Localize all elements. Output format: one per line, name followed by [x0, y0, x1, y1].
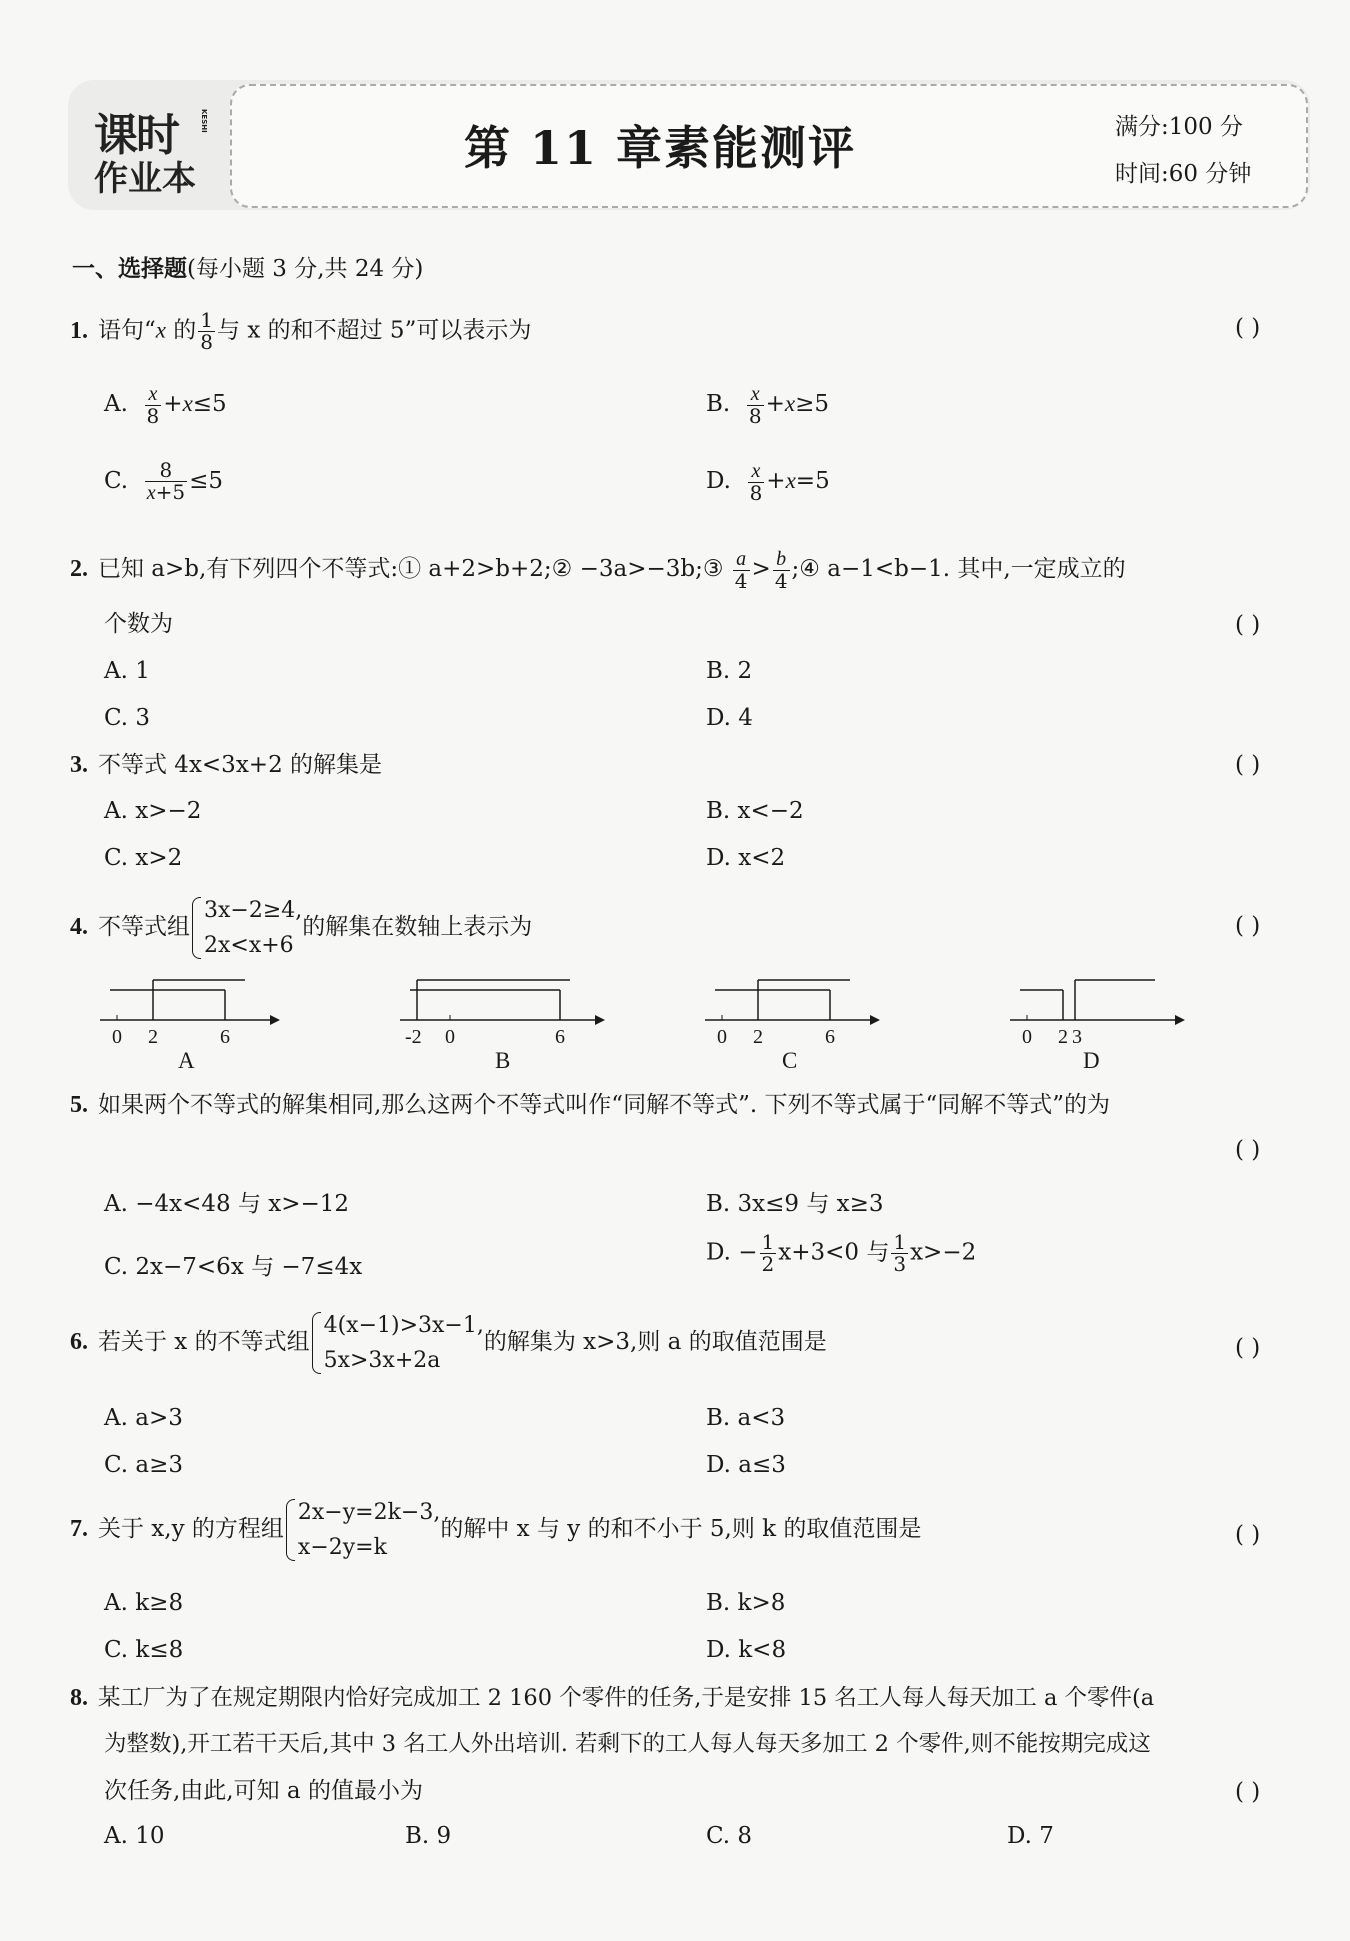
section-heading — [72, 250, 423, 283]
q1-option-b[interactable]: B. $\frac{x}{8}$ +x≥5 — [706, 383, 829, 428]
question-7 — [70, 1495, 921, 1565]
q1-text: 语句“ — [98, 317, 156, 344]
q1-text-mid: 的 — [165, 317, 197, 344]
q8-option-d[interactable]: D. 7 — [1007, 1823, 1054, 1849]
number-line-label: D — [1083, 1048, 1100, 1073]
q5-text: 如果两个不等式的解集相同,那么这两个不等式叫作“同解不等式”. 下列不等式属于“同解不等式”的为 — [98, 1092, 1110, 1118]
question-number: 1. — [70, 317, 88, 344]
inequality-system — [190, 893, 302, 963]
answer-paren[interactable]: ( ) — [1235, 612, 1261, 638]
section-title: 一、选择题 — [72, 256, 187, 282]
answer-paren[interactable]: ( ) — [1235, 1137, 1261, 1163]
system-line-1: 2x−y=2k−3, — [297, 1500, 441, 1525]
system-line-1: 4(x−1)>3x−1, — [323, 1313, 484, 1338]
q6-option-d[interactable]: D. a≤3 — [706, 1452, 786, 1478]
q6-option-a[interactable]: A. a>3 — [104, 1405, 183, 1431]
q2-option-a[interactable]: A. 1 — [104, 658, 150, 684]
question-number: 8. — [70, 1685, 88, 1711]
option-label: D. — [706, 468, 731, 494]
option-label: A. — [104, 391, 128, 417]
system-line-2: x−2y=k — [297, 1535, 387, 1561]
q2-option-c[interactable]: C. 3 — [104, 705, 151, 731]
fraction: $\frac{1}{3}$ — [893, 1230, 907, 1276]
tick-label: -2 — [405, 1026, 422, 1045]
question-5 — [70, 1090, 1110, 1121]
system-line-2: 5x>3x+2a — [323, 1348, 441, 1374]
q1-var: x — [155, 317, 166, 343]
number-line-d[interactable] — [1005, 975, 1195, 1045]
q1-option-a[interactable]: A. $\frac{x}{8}$ +x≤5 — [104, 383, 227, 428]
question-number: 3. — [70, 752, 88, 778]
fraction: $\frac{x}{8}$ — [146, 383, 160, 428]
question-1 — [70, 310, 531, 353]
q8-line2: 为整数),开工若干天后,其中 3 名工人外出培训. 若剩下的工人每人每天多加工 2 个零件,则不能按期完成这 — [104, 1731, 1151, 1757]
q6-option-c[interactable]: C. a≥3 — [104, 1452, 184, 1478]
q2-option-b[interactable]: B. 2 — [706, 658, 753, 684]
q8-option-a[interactable]: A. 10 — [104, 1823, 165, 1849]
option-mid: x+3<0 与 — [778, 1239, 890, 1266]
q2-line1-end: ;④ a−1<b−1. 其中,一定成立的 — [791, 556, 1126, 582]
fraction: $\frac{1}{2}$ — [761, 1230, 775, 1276]
q7-option-c[interactable]: C. k≤8 — [104, 1637, 184, 1663]
answer-paren[interactable]: ( ) — [1235, 1779, 1261, 1805]
q5-option-b[interactable]: B. 3x≤9 与 x≥3 — [706, 1191, 884, 1217]
q6-option-b[interactable]: B. a<3 — [706, 1405, 786, 1431]
q2-option-d[interactable]: D. 4 — [706, 705, 753, 731]
tick-label: 3 — [1072, 1026, 1082, 1045]
system-line-1: 3x−2≥4, — [204, 898, 303, 923]
fraction: $\frac{x}{8}$ — [749, 460, 763, 505]
option-label: C. — [104, 468, 129, 494]
tick-label: 0 — [717, 1026, 727, 1045]
q2-line1: 已知 a>b,有下列四个不等式:① a+2>b+2;② −3a>−3b;③ — [98, 556, 724, 582]
tick-label: 6 — [825, 1026, 835, 1045]
tick-label: 6 — [555, 1026, 565, 1045]
q8-option-c[interactable]: C. 8 — [706, 1823, 753, 1849]
q1-frac-den: 8 — [200, 330, 214, 354]
q8-line1: 某工厂为了在规定期限内恰好完成加工 2 160 个零件的任务,于是安排 15 名工人每人每天加工 a 个零件(a — [98, 1685, 1155, 1711]
q8-line3: 次任务,由此,可知 a 的值最小为 — [104, 1778, 423, 1804]
question-number: 5. — [70, 1092, 88, 1118]
fraction: $\frac{8}{x+5}$ — [146, 458, 186, 504]
tick-label: 0 — [445, 1026, 455, 1045]
question-number: 7. — [70, 1516, 88, 1543]
q6-text: 若关于 x 的不等式组 — [98, 1329, 310, 1356]
fraction: $\frac{b}{4}$ — [774, 548, 788, 593]
system-line-2: 2x<x+6 — [204, 933, 294, 959]
fraction: $\frac{x}{8}$ — [748, 383, 762, 428]
logo — [90, 95, 230, 199]
tick-label: 0 — [1022, 1026, 1032, 1045]
number-line-label: A — [178, 1048, 195, 1073]
q3-option-b[interactable]: B. x<−2 — [706, 798, 804, 824]
q1-fraction — [198, 310, 215, 353]
full-score: 满分:100 分 — [1115, 114, 1243, 140]
question-number: 4. — [70, 914, 88, 941]
answer-paren[interactable]: ( ) — [1235, 1522, 1261, 1548]
q7-option-a[interactable]: A. k≥8 — [104, 1590, 184, 1616]
q5-option-a[interactable]: A. −4x<48 与 x>−12 — [104, 1191, 350, 1217]
question-6 — [70, 1308, 827, 1378]
q3-option-c[interactable]: C. x>2 — [104, 845, 183, 871]
option-label: D. − — [706, 1239, 758, 1266]
number-line-label: C — [782, 1048, 798, 1073]
question-4 — [70, 893, 532, 963]
page-title: 第 11 章素能测评 — [463, 121, 857, 175]
tick-label: 2 — [148, 1026, 158, 1045]
question-number: 6. — [70, 1329, 88, 1356]
tick-label: 2 — [1058, 1026, 1068, 1045]
logo-line1: 课时 — [94, 110, 178, 161]
q4-text-after: 的解集在数轴上表示为 — [302, 914, 533, 941]
number-line-a[interactable] — [95, 975, 285, 1045]
answer-paren[interactable]: ( ) — [1235, 1335, 1261, 1361]
number-line-b[interactable] — [395, 975, 615, 1045]
option-post: x>−2 — [910, 1239, 977, 1266]
tick-label: 2 — [753, 1026, 763, 1045]
q7-option-b[interactable]: B. k>8 — [706, 1590, 786, 1616]
q8-option-b[interactable]: B. 9 — [405, 1823, 452, 1849]
fraction: $\frac{a}{4}$ — [734, 548, 748, 593]
question-3 — [70, 750, 382, 781]
question-2: 2. 已知 a>b,有下列四个不等式:① a+2>b+2;② −3a>−3b;③ $\frac{a}{4}$ > $\frac{b}{4}$ ;④ a−1<b−1. 其中,一定成立的 — [70, 548, 1126, 593]
q6-text-after: 的解集为 x>3,则 a 的取值范围是 — [483, 1329, 827, 1356]
q3-option-d[interactable]: D. x<2 — [706, 845, 786, 871]
q3-text: 不等式 4x<3x+2 的解集是 — [98, 752, 383, 778]
q1-frac-num: 1 — [200, 308, 214, 332]
q4-text: 不等式组 — [98, 914, 190, 941]
logo-small: KESHI — [200, 109, 208, 133]
number-line-label: B — [495, 1048, 511, 1073]
option-label: B. — [706, 391, 731, 417]
equation-system — [284, 1495, 440, 1565]
q1-option-d[interactable]: D. $\frac{x}{8}$ +x=5 — [706, 460, 830, 505]
answer-paren[interactable]: ( ) — [1235, 913, 1261, 939]
answer-paren[interactable]: ( ) — [1235, 315, 1261, 341]
answer-paren[interactable]: ( ) — [1235, 752, 1261, 778]
q1-text-after: 与 x 的和不超过 5”可以表示为 — [217, 317, 532, 344]
number-line-c[interactable] — [700, 975, 890, 1045]
section-note: (每小题 3 分,共 24 分) — [187, 256, 424, 282]
q2-line2: 个数为 — [104, 611, 173, 637]
q1-option-c[interactable]: C. $\frac{8}{x+5}$ ≤5 — [104, 458, 223, 504]
q5-option-c[interactable]: C. 2x−7<6x 与 −7≤4x — [104, 1254, 363, 1280]
q7-option-d[interactable]: D. k<8 — [706, 1637, 787, 1663]
question-8 — [70, 1683, 1154, 1714]
q7-text-after: 的解中 x 与 y 的和不小于 5,则 k 的取值范围是 — [440, 1516, 922, 1543]
inequality-system — [310, 1308, 484, 1378]
tick-label: 6 — [220, 1026, 230, 1045]
time-limit: 时间:60 分钟 — [1115, 161, 1252, 187]
question-number: 2. — [70, 556, 88, 582]
q3-option-a[interactable]: A. x>−2 — [104, 798, 202, 824]
q5-option-d[interactable] — [706, 1232, 976, 1275]
q7-text: 关于 x,y 的方程组 — [98, 1516, 284, 1543]
tick-label: 0 — [112, 1026, 122, 1045]
logo-line2: 作业本 — [94, 159, 196, 199]
